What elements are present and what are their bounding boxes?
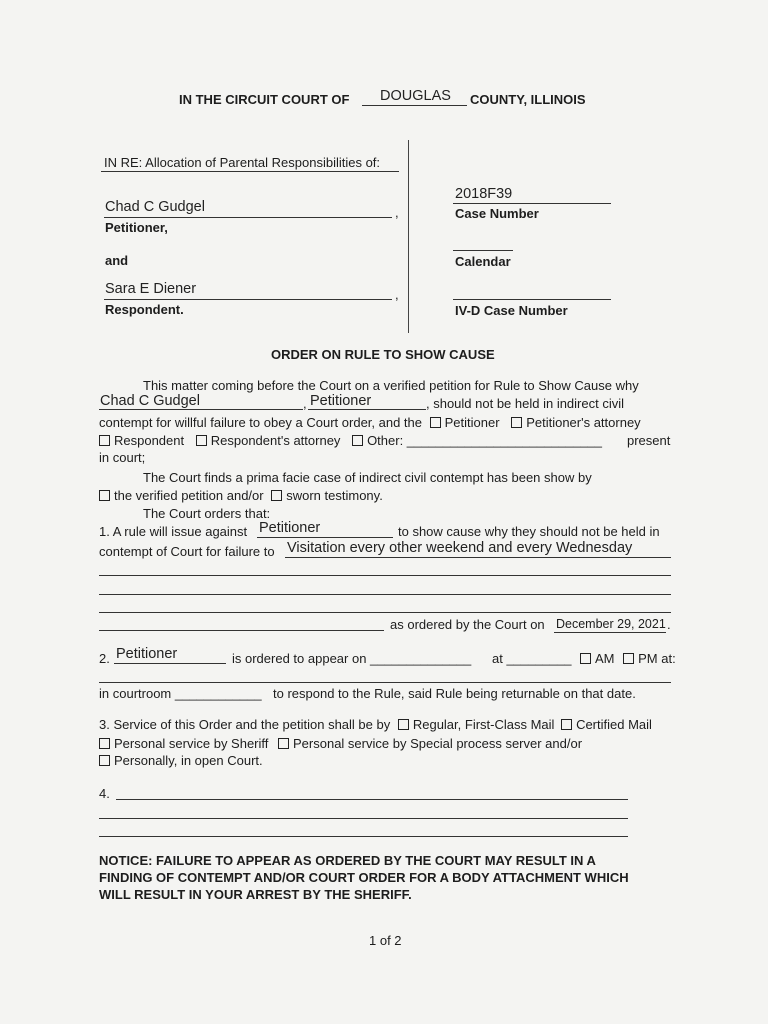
court-header-prefix: IN THE CIRCUIT COURT OF: [179, 92, 350, 107]
checkbox-respondent-attorney[interactable]: [196, 435, 207, 446]
in-re-label: IN RE: Allocation of Parental Responsibilities of:: [104, 155, 381, 170]
item1-party-underline: [257, 537, 393, 538]
case-number-value: 2018F39: [455, 186, 513, 202]
item1-blank-line-2: [99, 594, 671, 595]
checkbox-certified-mail[interactable]: [561, 719, 572, 730]
checkbox-special-process[interactable]: [278, 738, 289, 749]
order-date-underline: [554, 632, 666, 633]
p1-name-underline: [99, 409, 303, 410]
opt-respondent-attorney: Respondent's attorney: [210, 433, 341, 448]
petitioner-label: Petitioner,: [105, 220, 168, 235]
ordered-by-label: as ordered by the Court on: [390, 617, 545, 632]
item3-line3: [99, 753, 263, 768]
item2-blank-line: [99, 682, 671, 683]
checkbox-personally[interactable]: [99, 755, 110, 766]
p1-line3-text: contempt for willful failure to obey a Court order, and the: [99, 415, 423, 430]
checkbox-respondent[interactable]: [99, 435, 110, 446]
item4-line-2: [99, 818, 628, 819]
item2-party: Petitioner: [116, 646, 178, 662]
calendar-underline: [453, 250, 513, 251]
present-label: present: [627, 433, 671, 448]
petitioner-comma: ,: [395, 205, 399, 220]
opt-sworn: sworn testimony.: [286, 488, 383, 503]
petitioner-name: Chad C Gudgel: [105, 199, 205, 215]
p1-line3: [99, 415, 641, 430]
item1-line2: contempt of Court for failure to: [99, 544, 275, 559]
opt-sheriff: Personal service by Sheriff: [114, 736, 269, 751]
p1-name: Chad C Gudgel: [100, 393, 200, 409]
item1-failure: Visitation every other weekend and every Wednesday: [287, 540, 633, 556]
item4-num: 4.: [99, 786, 110, 801]
p1-role: Petitioner: [310, 393, 372, 409]
checkbox-sworn-testimony[interactable]: [271, 490, 282, 501]
item2-party-underline: [114, 663, 226, 664]
respond-label: to respond to the Rule, said Rule being returnable on that date.: [273, 686, 636, 701]
p2-line2: [99, 488, 383, 503]
item1-party: Petitioner: [259, 520, 321, 536]
caption-divider: [408, 140, 409, 333]
p1-line2-tail: , should not be held in indirect civil: [426, 396, 625, 411]
county-name: DOUGLAS: [380, 88, 451, 104]
opt-regular: Regular, First-Class Mail: [412, 717, 555, 732]
p2-line1: The Court finds a prima facie case of indirect civil contempt has been show by: [143, 470, 592, 485]
item3-line2: [99, 736, 582, 751]
item2-num: 2.: [99, 651, 110, 666]
opt-certified: Certified Mail: [576, 717, 652, 732]
item1-end: to show cause why they should not be held in: [398, 524, 660, 539]
opt-respondent: Respondent: [114, 433, 185, 448]
in-court-label: in court;: [99, 450, 146, 465]
checkbox-other[interactable]: [352, 435, 363, 446]
item1-start: 1. A rule will issue against: [99, 524, 248, 539]
checkbox-sheriff[interactable]: [99, 738, 110, 749]
checkbox-verified-petition[interactable]: [99, 490, 110, 501]
opt-am: AM: [595, 651, 615, 666]
case-number-label: Case Number: [455, 206, 539, 221]
case-number-underline: [453, 203, 611, 204]
notice-line-1: NOTICE: FAILURE TO APPEAR AS ORDERED BY THE COURT MAY RESULT IN A: [99, 853, 596, 868]
page-number: 1 of 2: [369, 933, 402, 948]
opt-pm: PM at:: [638, 651, 676, 666]
p1-line4: [99, 433, 602, 448]
item1-blank-line-4: [99, 630, 384, 631]
p1-line1: This matter coming before the Court on a verified petition for Rule to Show Cause why: [143, 378, 639, 393]
courtroom-label: in courtroom ____________: [99, 686, 262, 701]
checkbox-pm[interactable]: [623, 653, 634, 664]
in-re-underline: [101, 171, 399, 172]
ivd-underline: [453, 299, 611, 300]
p1-role-underline: [308, 409, 426, 410]
item3-line1-text: 3. Service of this Order and the petition shall be by: [99, 717, 391, 732]
opt-personally: Personally, in open Court.: [114, 753, 263, 768]
court-orders-label: The Court orders that:: [143, 506, 271, 521]
notice-block: [99, 852, 629, 903]
order-date-period: .: [667, 617, 671, 632]
petitioner-underline: [104, 217, 392, 218]
item4-line-1: [116, 799, 628, 800]
item4-line-3: [99, 836, 628, 837]
county-underline: [362, 105, 467, 106]
item2-time-options: [580, 651, 676, 666]
checkbox-petitioner-attorney[interactable]: [511, 417, 522, 428]
item3-line1: [99, 717, 652, 732]
order-date: December 29, 2021: [556, 617, 666, 631]
calendar-label: Calendar: [455, 254, 511, 269]
respondent-comma: ,: [395, 287, 399, 302]
order-title: ORDER ON RULE TO SHOW CAUSE: [271, 347, 495, 362]
opt-verified: the verified petition and/or: [114, 488, 264, 503]
court-header-suffix: COUNTY, ILLINOIS: [470, 92, 586, 107]
notice-line-2: FINDING OF CONTEMPT AND/OR COURT ORDER FOR A BODY ATTACHMENT WHICH: [99, 870, 629, 885]
checkbox-am[interactable]: [580, 653, 591, 664]
respondent-name: Sara E Diener: [105, 281, 197, 297]
opt-petitioner-attorney: Petitioner's attorney: [526, 415, 641, 430]
opt-other: Other: ___________________________: [367, 433, 603, 448]
opt-petitioner: Petitioner: [444, 415, 500, 430]
and-label: and: [105, 253, 129, 268]
respondent-underline: [104, 299, 392, 300]
notice-line-3: WILL RESULT IN YOUR ARREST BY THE SHERIFF.: [99, 887, 412, 902]
item1-blank-line-3: [99, 612, 671, 613]
checkbox-petitioner[interactable]: [430, 417, 441, 428]
respondent-label: Respondent.: [105, 302, 184, 317]
item1-failure-underline: [285, 557, 671, 558]
p1-comma: ,: [303, 396, 307, 411]
ivd-label: IV-D Case Number: [455, 303, 568, 318]
checkbox-regular-mail[interactable]: [398, 719, 409, 730]
item2-appear: is ordered to appear on ______________: [232, 651, 472, 666]
item1-blank-line-1: [99, 575, 671, 576]
opt-special: Personal service by Special process server and/or: [293, 736, 583, 751]
item2-at: at _________: [492, 651, 572, 666]
